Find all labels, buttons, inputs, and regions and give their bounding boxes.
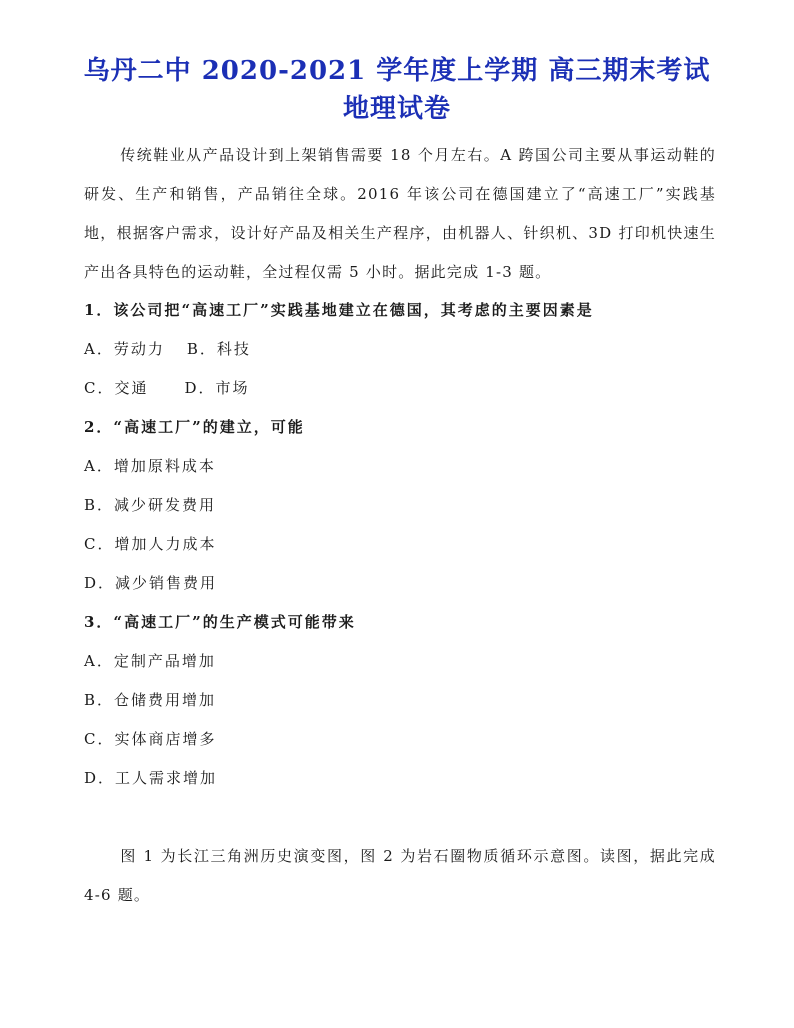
question-3-option-c: C．实体商店增多 xyxy=(84,730,217,748)
intro-text: 传统鞋业从产品设计到上架销售需要 18 个月左右。A 跨国公司主要从事运动鞋的研发、生产和销售，产品销往全球。2016 年该公司在德国建立了“高速工厂”实践基地，根据客户需求，设计好产品及相关生产程序，由机器人、针织机、3D 打印机快速生产出各具特色的运动鞋，全过程仅需 5 小时。据此完成 1-3 题。 xyxy=(84,146,716,281)
question-1-option-d: D．市场 xyxy=(184,379,250,397)
exam-title-line2: 地理试卷 xyxy=(342,94,451,124)
question-1-options-row2 xyxy=(84,378,250,398)
question-2-option-a: A．增加原料成本 xyxy=(84,457,216,475)
next-section-intro xyxy=(84,837,716,915)
question-2-option-c: C．增加人力成本 xyxy=(84,535,217,553)
question-1-option-a: A．劳动力 xyxy=(84,340,165,358)
question-3-option-a: A．定制产品增加 xyxy=(84,652,216,670)
question-1-option-c: C．交通 xyxy=(84,379,149,397)
question-3-stem: 3．“高速工厂”的生产模式可能带来 xyxy=(84,613,356,631)
question-1-option-b: B．科技 xyxy=(186,340,251,358)
question-3-option-b: B．仓储费用增加 xyxy=(84,691,217,709)
question-2-stem: 2．“高速工厂”的建立，可能 xyxy=(84,418,305,436)
question-2-option-d: D．减少销售费用 xyxy=(84,574,218,592)
question-3-option-d: D．工人需求增加 xyxy=(84,769,218,787)
exam-title-line1: 乌丹二中 2020-2021 学年度上学期 高三期末考试 xyxy=(83,56,711,86)
next-section-intro-text: 图 1 为长江三角洲历史演变图，图 2 为岩石圈物质循环示意图。读图，据此完成 4-6 题。 xyxy=(84,847,716,904)
question-2-option-b: B．减少研发费用 xyxy=(84,496,217,514)
intro-paragraph xyxy=(84,136,716,292)
question-1-options-row1 xyxy=(84,339,251,359)
question-1-stem: 1．该公司把“高速工厂”实践基地建立在德国，其考虑的主要因素是 xyxy=(84,301,594,319)
